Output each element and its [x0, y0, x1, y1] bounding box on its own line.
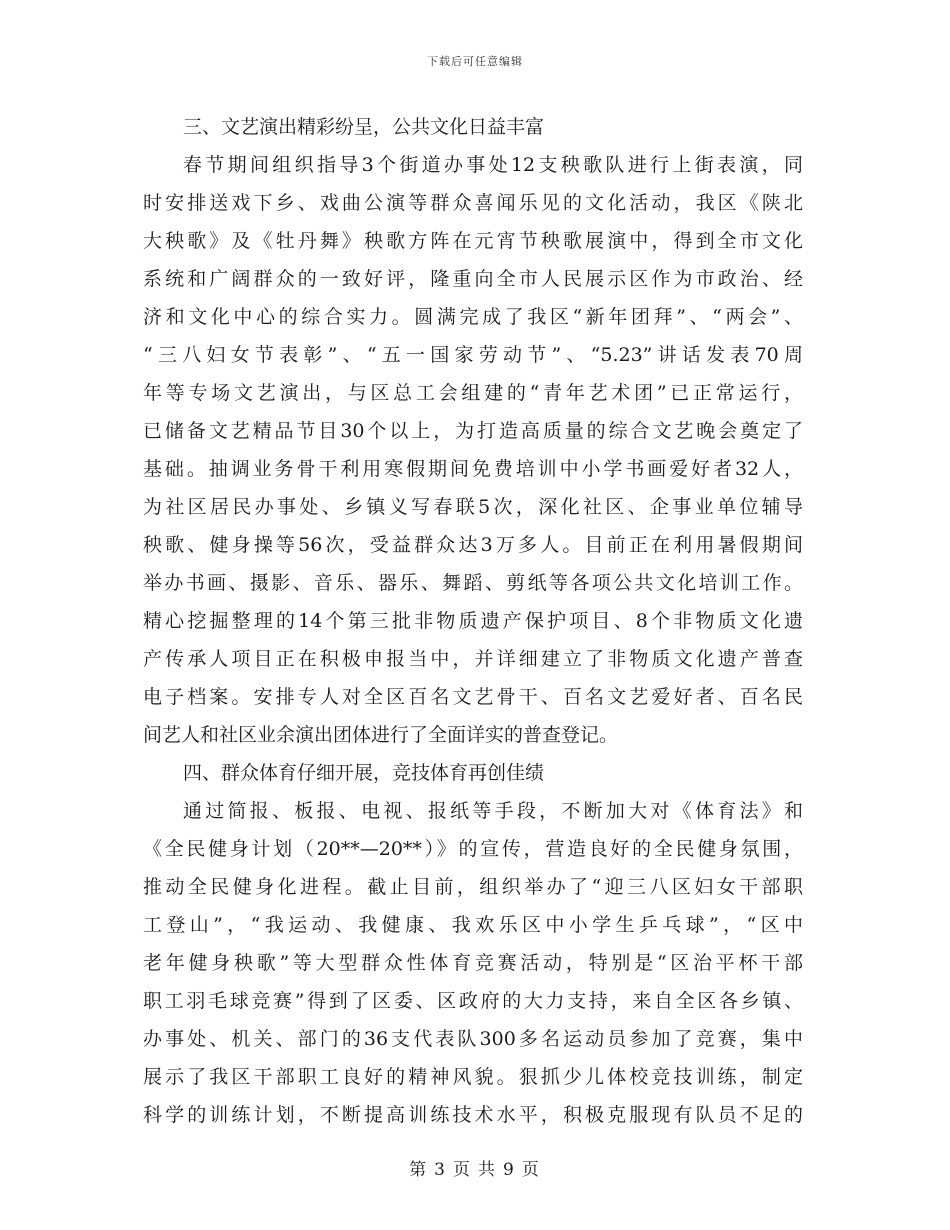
- footer-page-number: 3: [434, 1160, 447, 1180]
- text-line: 基础。抽调业务骨干利用寒假期间免费培训中小学书画爱好者32人，: [143, 458, 803, 480]
- footer-page-word: 页: [453, 1160, 472, 1180]
- header-note: 下载后可任意编辑: [427, 55, 523, 68]
- text-line: “三八妇女节表彰”、“五一国家劳动节”、“5.23”讲话发表70周: [143, 344, 803, 366]
- footer-total-word: 共: [478, 1160, 497, 1180]
- text-line: 工登山”，“我运动、我健康、我欢乐区中小学生乒乓球”，“区中: [143, 914, 803, 936]
- text-line: 《全民健身计划（20**—20**）》的宣传，营造良好的全民健身氛围，: [143, 838, 803, 860]
- text-line: 老年健身秧歌”等大型群众性体育竞赛活动，特别是“区治平杯干部: [143, 952, 803, 974]
- text-line: 精心挖掘整理的14个第三批非物质遗产保护项目、8个非物质文化遗: [143, 610, 803, 632]
- text-line: 通过简报、板报、电视、报纸等手段，不断加大对《体育法》和: [183, 800, 803, 822]
- footer-suffix: 页: [521, 1160, 541, 1180]
- text-line: 年等专场文艺演出，与区总工会组建的“青年艺术团”已正常运行，: [143, 382, 803, 404]
- text-line: 举办书画、摄影、音乐、器乐、舞蹈、剪纸等各项公共文化培训工作。: [143, 572, 803, 594]
- text-line: 春节期间组织指导3个街道办事处12支秧歌队进行上街表演，同: [183, 154, 803, 176]
- text-line: 推动全民健身化进程。截止目前，组织举办了“迎三八区妇女干部职: [143, 876, 803, 898]
- document-body: [143, 108, 803, 1134]
- text-line: 职工羽毛球竞赛”得到了区委、区政府的大力支持，来自全区各乡镇、: [143, 990, 803, 1012]
- footer-total-pages: 9: [503, 1160, 516, 1180]
- text-line: 产传承人项目正在积极申报当中，并详细建立了非物质文化遗产普查: [143, 648, 803, 670]
- footer-prefix: 第: [409, 1160, 429, 1180]
- text-line: 四、群众体育仔细开展，竞技体育再创佳绩: [183, 762, 545, 784]
- text-line: 展示了我区干部职工良好的精神风貌。狠抓少儿体校竞技训练，制定: [143, 1066, 803, 1088]
- text-line: 电子档案。安排专人对全区百名文艺骨干、百名文艺爱好者、百名民: [143, 686, 803, 708]
- text-line: 三、文艺演出精彩纷呈，公共文化日益丰富: [183, 116, 545, 138]
- text-line: 时安排送戏下乡、戏曲公演等群众喜闻乐见的文化活动，我区《陕北: [143, 192, 803, 214]
- text-line: 为社区居民办事处、乡镇义写春联5次，深化社区、企事业单位辅导: [143, 496, 803, 518]
- text-line: 秧歌、健身操等56次，受益群众达3万多人。目前正在利用暑假期间: [143, 534, 803, 556]
- page-footer: [0, 1155, 950, 1180]
- text-line: 已储备文艺精品节目30个以上，为打造高质量的综合文艺晚会奠定了: [143, 420, 803, 442]
- text-line: 办事处、机关、部门的36支代表队300多名运动员参加了竞赛，集中: [143, 1028, 803, 1050]
- text-line: 大秧歌》及《牡丹舞》秧歌方阵在元宵节秧歌展演中，得到全市文化: [143, 230, 803, 252]
- text-line: 济和文化中心的综合实力。圆满完成了我区“新年团拜”、“两会”、: [143, 306, 803, 328]
- text-line: 系统和广阔群众的一致好评，隆重向全市人民展示区作为市政治、经: [143, 268, 803, 290]
- text-line: 间艺人和社区业余演出团体进行了全面详实的普查登记。: [143, 724, 619, 746]
- text-line: 科学的训练计划，不断提高训练技术水平，积极克服现有队员不足的: [143, 1104, 803, 1126]
